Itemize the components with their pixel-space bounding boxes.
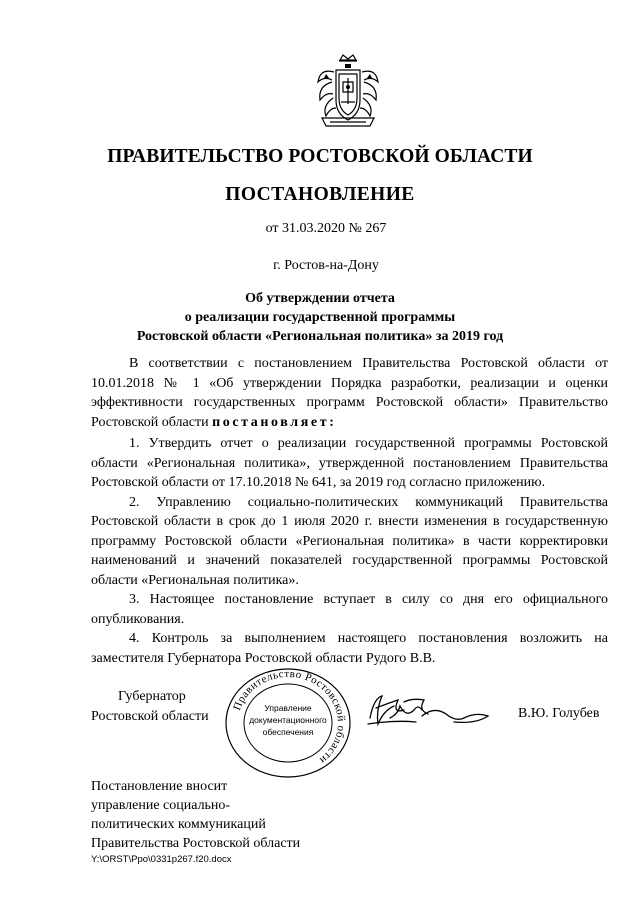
resolves-word: постановляет: xyxy=(212,414,337,430)
signatory-name: В.Ю. Голубев xyxy=(518,706,600,721)
signatory-position-line: Ростовской области xyxy=(91,708,209,724)
subject-line: Ростовской области «Региональная политика» за 2019 год xyxy=(136,329,504,344)
decree-item: 4. Контроль за выполнением настоящего постановления возложить на заместителя Губернатора Ростовской области Рудого В.В. xyxy=(91,631,608,666)
decree-city: г. Ростов-на-Дону xyxy=(273,258,379,273)
government-heading: ПРАВИТЕЛЬСТВО РОСТОВСКОЙ ОБЛАСТИ xyxy=(107,146,533,167)
signatory-position-line: Губернатор xyxy=(118,689,186,704)
rostov-coat-of-arms-icon xyxy=(312,52,384,132)
decree-item: 2. Управлению социально-политических коммуникаций Правительства Ростовской области в срок до 1 июля 2020 г. внести изменения в государственную программу Ростовской области «Региональная политика» в части корректировки наименований и значений показателей государственной программы Ростовской области «Региональная политика». xyxy=(91,494,608,588)
decree-item: 3. Настоящее постановление вступает в силу со дня его официального опубликования. xyxy=(91,592,608,627)
stamp-text-line: обеспечения xyxy=(262,727,314,737)
stamp-text-line: Управление xyxy=(264,703,312,713)
sender-line: управление социально- xyxy=(91,798,231,813)
stamp-text-line: документационного xyxy=(249,715,327,725)
stamp-ring-text: Правительство Ростовской области xyxy=(231,667,348,767)
document-type-heading: ПОСТАНОВЛЕНИЕ xyxy=(225,184,415,205)
decree-subject xyxy=(0,289,640,346)
sender-note xyxy=(91,777,300,853)
sender-line: политических коммуникаций xyxy=(91,817,266,832)
subject-line: о реализации государственной программы xyxy=(184,310,456,325)
decree-item: 1. Утвердить отчет о реализации государственной программы Ростовской области «Региональная политика», утвержденной постановлением Правительства Ростовской области от 17.10.2018 № 641, за 2019 год согласно приложению. xyxy=(91,436,608,490)
signatory-position xyxy=(91,687,209,726)
subject-line: Об утверждении отчета xyxy=(245,291,395,306)
sender-line: Правительства Ростовской области xyxy=(91,836,301,851)
decree-date-number: от 31.03.2020 № 267 xyxy=(265,221,387,236)
official-stamp xyxy=(222,665,354,780)
sender-line: Постановление вносит xyxy=(91,779,228,794)
preamble-text: В соответствии с постановлением Правительства Ростовской области от 10.01.2018 № 1 «Об утверждении Порядка разработки, реализации и оценки эффективности государственных программ Ростовской области» Правительство Ростовской области xyxy=(91,356,608,430)
handwritten-signature xyxy=(364,688,494,734)
decree-items xyxy=(91,434,608,668)
file-path: Y:\ORST\Ppo\0331p267.f20.docx xyxy=(91,854,232,865)
preamble-paragraph xyxy=(91,354,608,432)
